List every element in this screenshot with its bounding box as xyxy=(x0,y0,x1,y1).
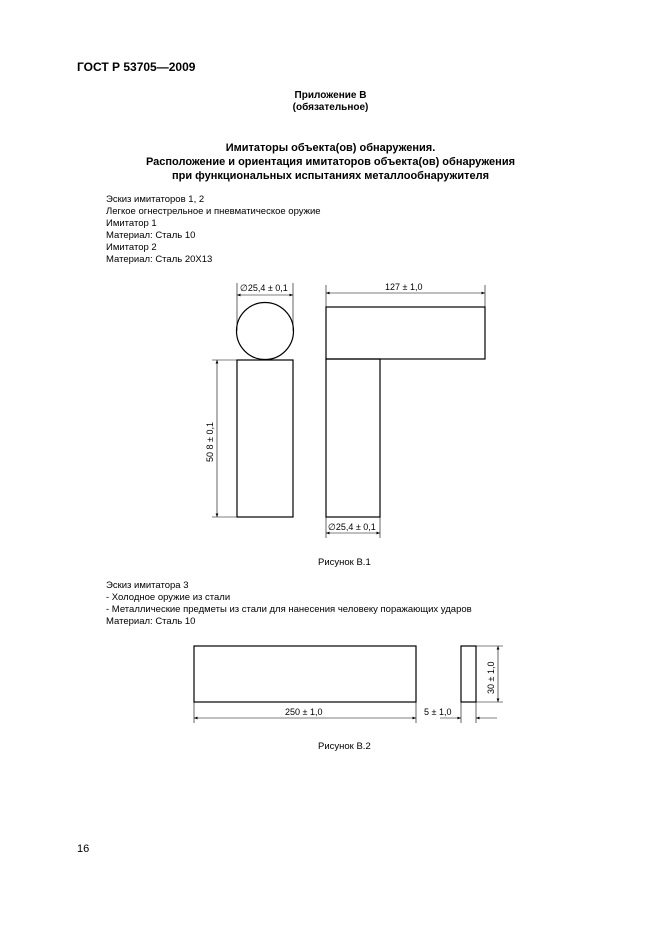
sketch1-line: Эскиз имитаторов 1, 2 xyxy=(106,194,205,205)
sketch2-line: - Холодное оружие из стали xyxy=(106,592,231,603)
diameter-label-top: ∅25,4 ± 0,1 xyxy=(240,283,288,293)
sketch1-line: Легкое огнестрельное и пневматическое оружие xyxy=(106,206,321,217)
figure-b2-caption: Рисунок В.2 xyxy=(318,741,371,752)
plate-length-label: 250 ± 1,0 xyxy=(285,707,323,717)
title-line-2: Расположение и ориентация имитаторов объекта(ов) обнаружения xyxy=(145,156,516,168)
sketch1-line: Имитатор 2 xyxy=(106,242,157,253)
sketch2-line: - Металлические предметы из стали для нанесения человеку поражающих ударов xyxy=(106,604,472,615)
sketch1-line: Материал: Сталь 10 xyxy=(106,230,196,241)
sketch1-line: Материал: Сталь 20Х13 xyxy=(106,254,213,265)
sketch2-line: Эскиз имитатора 3 xyxy=(106,580,189,591)
document-code: ГОСТ Р 53705—2009 xyxy=(77,60,196,74)
title-line-1: Имитаторы объекта(ов) обнаружения. xyxy=(225,142,436,154)
sketch1-line: Имитатор 1 xyxy=(106,218,157,229)
appendix-subtitle: (обязательное) xyxy=(292,102,369,113)
height-label: 50 8 ± 0,1 xyxy=(205,422,215,462)
plate-front-view xyxy=(194,646,416,702)
diameter-label-bottom: ∅25,4 ± 0,1 xyxy=(328,522,376,532)
plate-side-view xyxy=(461,646,476,702)
plate-height-label: 30 ± 1,0 xyxy=(486,661,496,694)
page-number: 16 xyxy=(77,843,90,855)
title-line-3: при функциональных испытаниях металлообнаружителя xyxy=(171,170,490,182)
figure-b1-caption: Рисунок В.1 xyxy=(318,557,371,568)
length-label: 127 ± 1,0 xyxy=(385,282,423,292)
appendix-title: Приложение В xyxy=(294,90,367,101)
plate-thickness-label: 5 ± 1,0 xyxy=(424,707,452,717)
sketch2-line: Материал: Сталь 10 xyxy=(106,616,196,627)
